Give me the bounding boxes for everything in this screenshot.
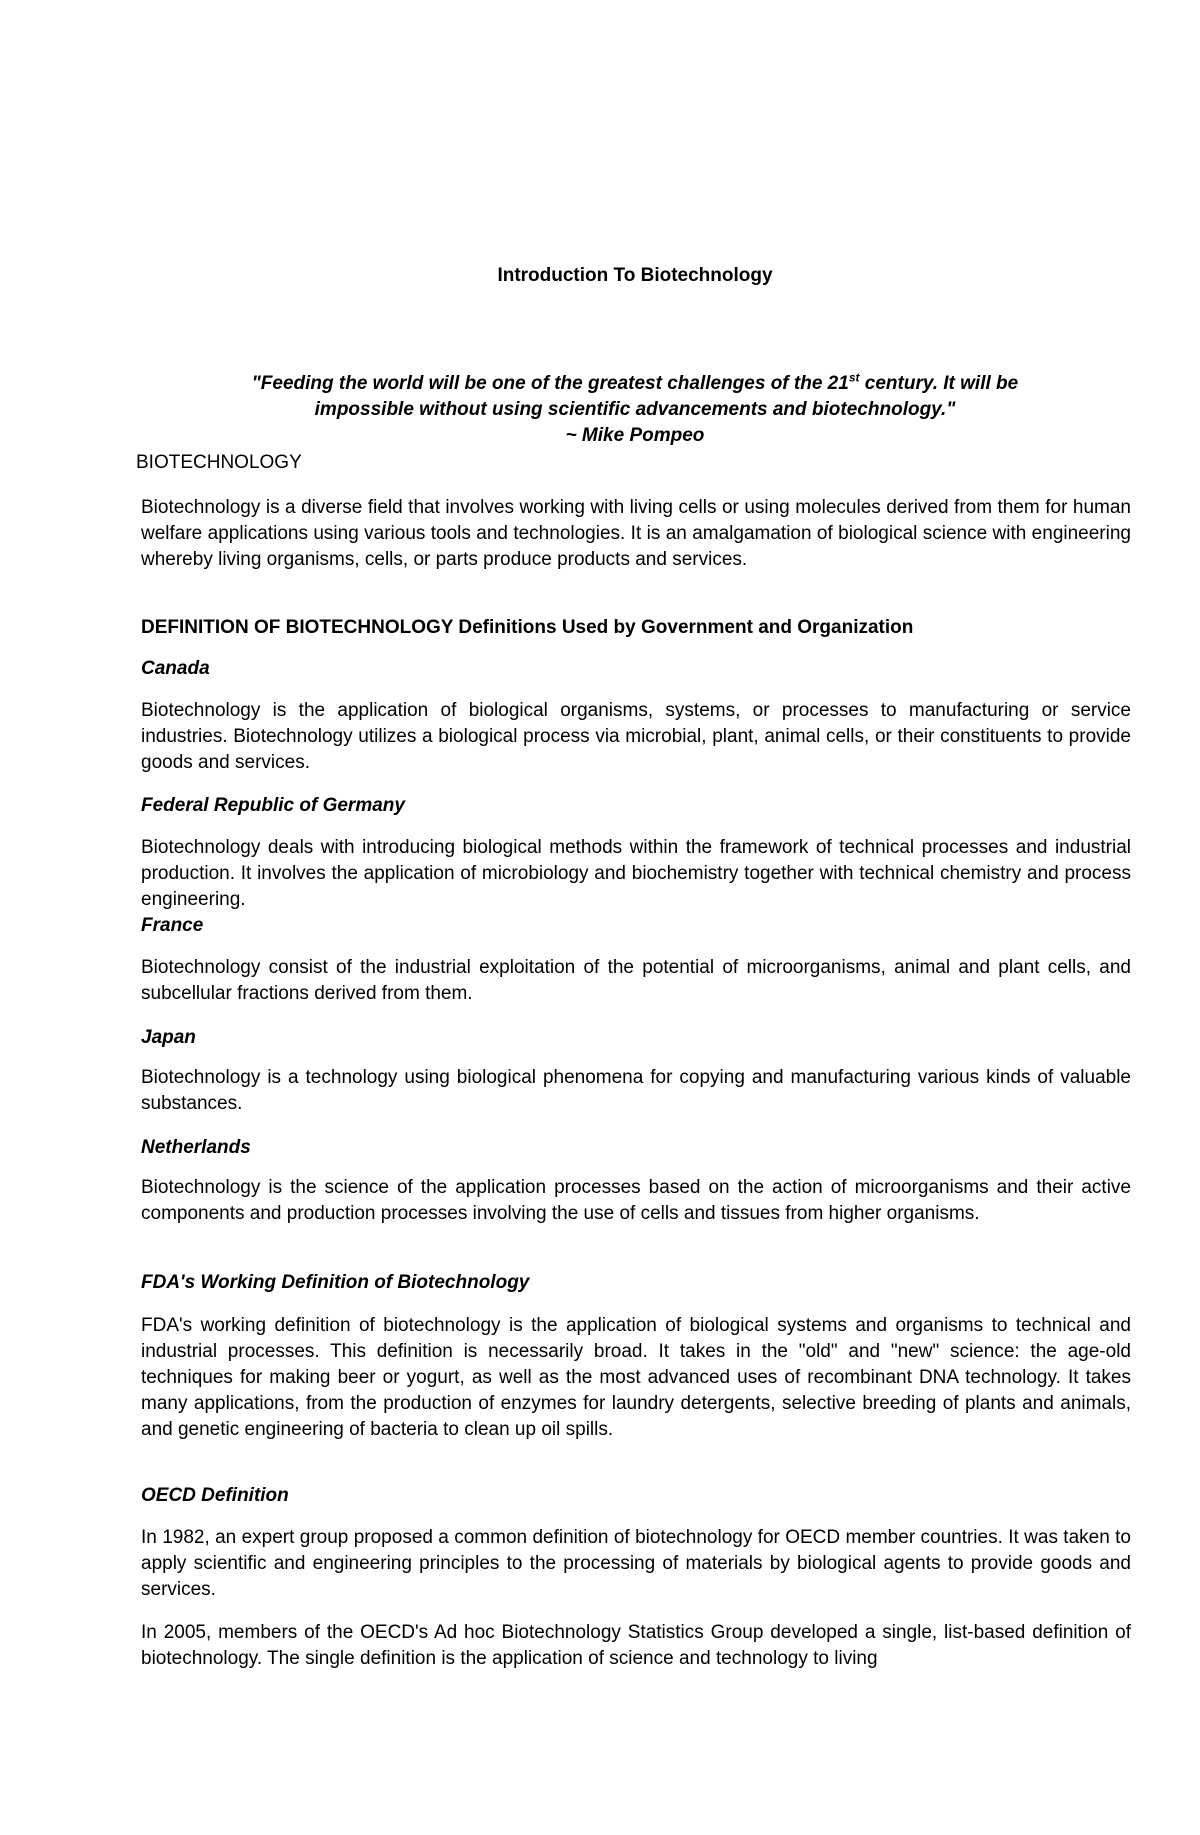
quote-line-1: "Feeding the world will be one of the greatest challenges of the 21st century. It will be	[251, 370, 1019, 394]
ordinal-superscript: st	[848, 370, 860, 385]
definition-heading-oecd: OECD Definition	[141, 1485, 289, 1506]
quote-line-2: impossible without using scientific advancements and biotechnology."	[314, 399, 956, 420]
definition-text-canada: Biotechnology is the application of biological organisms, systems, or processes to manufacturing or service industries. Biotechnology utilizes a biological process via microbial, plant, animal cells, or their constituents to provide goods and services.	[141, 700, 1131, 773]
definition-heading-canada: Canada	[141, 658, 210, 679]
epigraph-quote	[200, 371, 1070, 449]
document-title: Introduction To Biotechnology	[497, 265, 773, 286]
definition-heading-fda: FDA's Working Definition of Biotechnology	[141, 1272, 530, 1293]
quote-attribution: ~ Mike Pompeo	[565, 425, 705, 446]
definition-text-france: Biotechnology consist of the industrial exploitation of the potential of microorganisms, animal and plant cells, and subcellular fractions derived from them.	[141, 957, 1131, 1004]
definition-text-oecd-2005: In 2005, members of the OECD's Ad hoc Biotechnology Statistics Group developed a single, list-based definition of biotechnology. The single definition is the application of science and technology to living	[141, 1622, 1131, 1669]
section-heading-biotechnology: BIOTECHNOLOGY	[136, 452, 302, 473]
definition-text-germany: Biotechnology deals with introducing biological methods within the framework of technical processes and industrial production. It involves the application of microbiology and biochemistry together with technical chemistry and process engineering.	[141, 837, 1131, 910]
definition-text-netherlands: Biotechnology is the science of the application processes based on the action of microorganisms and their active components and production processes involving the use of cells and tissues from higher organisms.	[141, 1177, 1131, 1224]
definitions-heading: DEFINITION OF BIOTECHNOLOGY Definitions Used by Government and Organization	[141, 617, 914, 638]
definition-heading-germany: Federal Republic of Germany	[141, 795, 405, 816]
definition-heading-france: France	[141, 915, 204, 936]
definition-text-japan: Biotechnology is a technology using biological phenomena for copying and manufacturing various kinds of valuable substances.	[141, 1067, 1131, 1114]
definition-heading-japan: Japan	[141, 1027, 196, 1048]
definition-text-fda: FDA's working definition of biotechnology is the application of biological systems and organisms to technical and industrial processes. This definition is necessarily broad. It takes in the "old" and "new" science: the age-old techniques for making beer or yogurt, as well as the most advanced uses of recombinant DNA technology. It takes many applications, from the production of enzymes for laundry detergents, selective breeding of plants and animals, and genetic engineering of bacteria to clean up oil spills.	[141, 1315, 1131, 1440]
intro-paragraph: Biotechnology is a diverse field that involves working with living cells or using molecules derived from them for human welfare applications using various tools and technologies. It is an amalgamation of biological science with engineering whereby living organisms, cells, or parts produce products and services.	[141, 497, 1131, 570]
definition-text-oecd-1982: In 1982, an expert group proposed a common definition of biotechnology for OECD member countries. It was taken to apply scientific and engineering principles to the processing of materials by biological agents to provide goods and services.	[141, 1527, 1131, 1600]
definition-heading-netherlands: Netherlands	[141, 1137, 251, 1158]
